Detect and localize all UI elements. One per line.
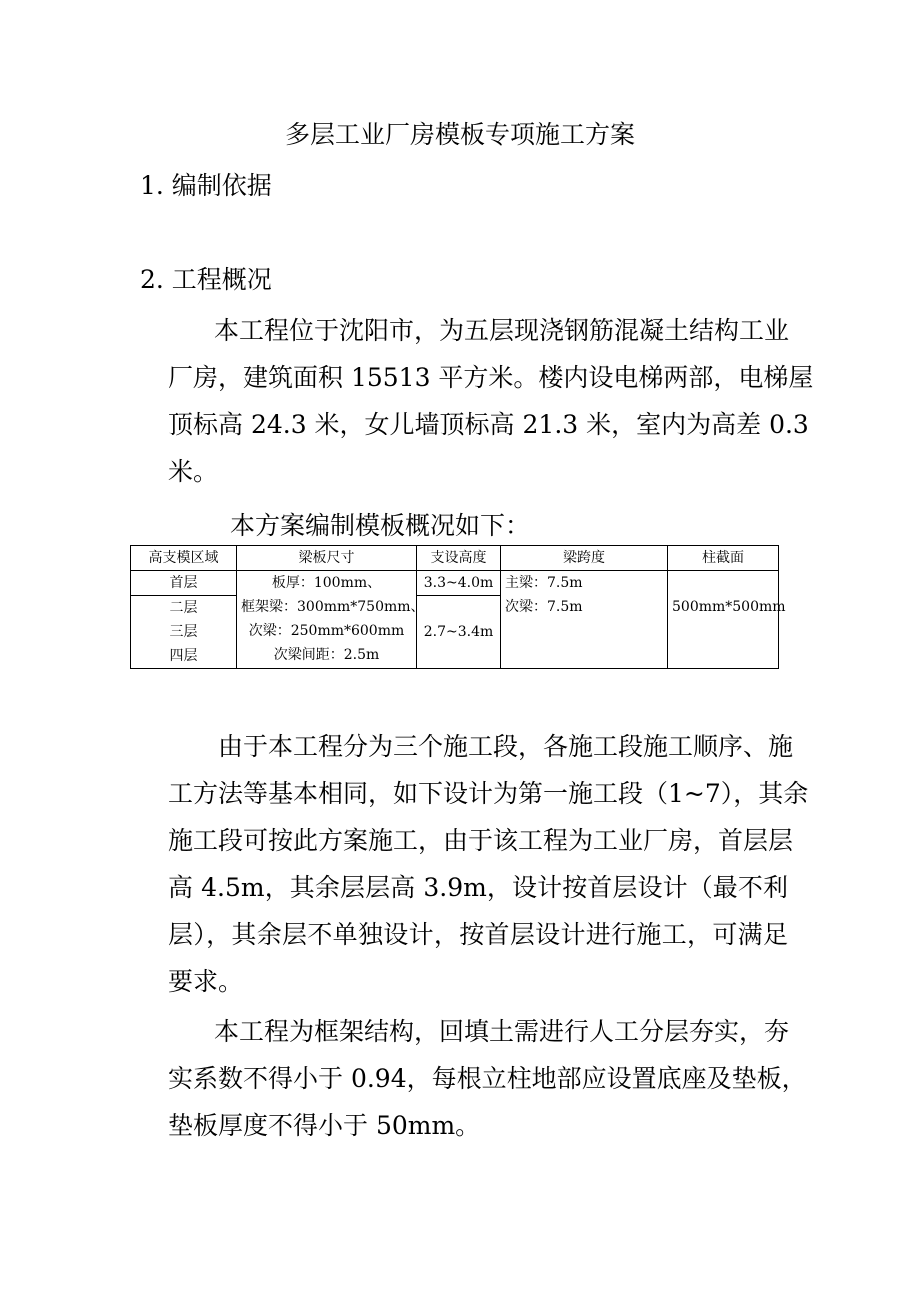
formwork-table: [130, 545, 786, 669]
table-header: 梁板尺寸: [237, 546, 417, 571]
slab-dimensions-cell: [237, 571, 425, 669]
column-section: 500mm*500mm: [668, 571, 779, 669]
paragraph-line: 高 4.5m，其余层层高 3.9m，设计按首层设计（最不利: [168, 873, 788, 902]
area-third-floor: 三层: [169, 624, 198, 640]
secondary-beam-size: 次梁：250mm*600mm: [248, 623, 405, 639]
paragraph-line: 层），其余层不单独设计，按首层设计进行施工，可满足: [168, 920, 788, 949]
document-title: 多层工业厂房模板专项施工方案: [284, 120, 635, 149]
table-header: 柱截面: [668, 546, 779, 571]
span-cell: [501, 571, 668, 669]
paragraph-line: 施工段可按此方案施工，由于该工程为工业厂房，首层层: [168, 826, 794, 855]
height-upper-floors: 2.7~3.4m: [417, 596, 501, 669]
backfill-paragraph: [168, 1008, 807, 1149]
paragraph-line: 实系数不得小于 0.94，每根立柱地部应设置底座及垫板，: [168, 1064, 807, 1093]
overview-paragraph: [168, 307, 814, 495]
area-upper-floors: [131, 596, 237, 669]
main-beam-span: 主梁：7.5m: [505, 575, 583, 591]
secondary-beam-span: 次梁：7.5m: [505, 599, 583, 615]
table-row: [131, 571, 779, 596]
table-header-row: [131, 546, 779, 571]
table-header: 高支模区域: [131, 546, 237, 571]
secondary-beam-spacing: 次梁间距：2.5m: [273, 647, 380, 663]
paragraph-line: 本工程位于沈阳市，为五层现浇钢筋混凝土结构工业: [214, 316, 790, 345]
section-heading-1: 1. 编制依据: [140, 171, 272, 200]
table-header: 梁跨度: [501, 546, 668, 571]
paragraph-line: 工方法等基本相同，如下设计为第一施工段（1~7），其余: [168, 779, 809, 808]
section-heading-2: 2. 工程概况: [140, 265, 272, 294]
area-first-floor: 首层: [131, 571, 237, 596]
paragraph-line: 米。: [168, 457, 219, 486]
paragraph-line: 顶标高 24.3 米，女儿墙顶标高 21.3 米，室内为高差 0.3: [168, 410, 809, 439]
slab-thickness: 板厚：100mm、: [271, 575, 382, 591]
paragraph-line: 厂房，建筑面积 15513 平方米。楼内设电梯两部，电梯屋: [168, 363, 814, 392]
area-fourth-floor: 四层: [169, 648, 198, 664]
frame-beam-size: 框架梁：300mm*750mm、: [241, 599, 425, 615]
paragraph-line: 要求。: [168, 967, 244, 996]
table-header: 支设高度: [417, 546, 501, 571]
height-first-floor: 3.3~4.0m: [417, 571, 501, 596]
paragraph-line: 垫板厚度不得小于 50mm。: [168, 1111, 481, 1140]
paragraph-line: 由于本工程分为三个施工段，各施工段施工顺序、施: [218, 732, 794, 761]
construction-stage-paragraph: [168, 723, 809, 1005]
area-second-floor: 二层: [169, 600, 198, 616]
paragraph-line: 本工程为框架结构，回填土需进行人工分层夯实，夯: [214, 1017, 790, 1046]
table-intro: 本方案编制模板概况如下：: [230, 511, 531, 540]
